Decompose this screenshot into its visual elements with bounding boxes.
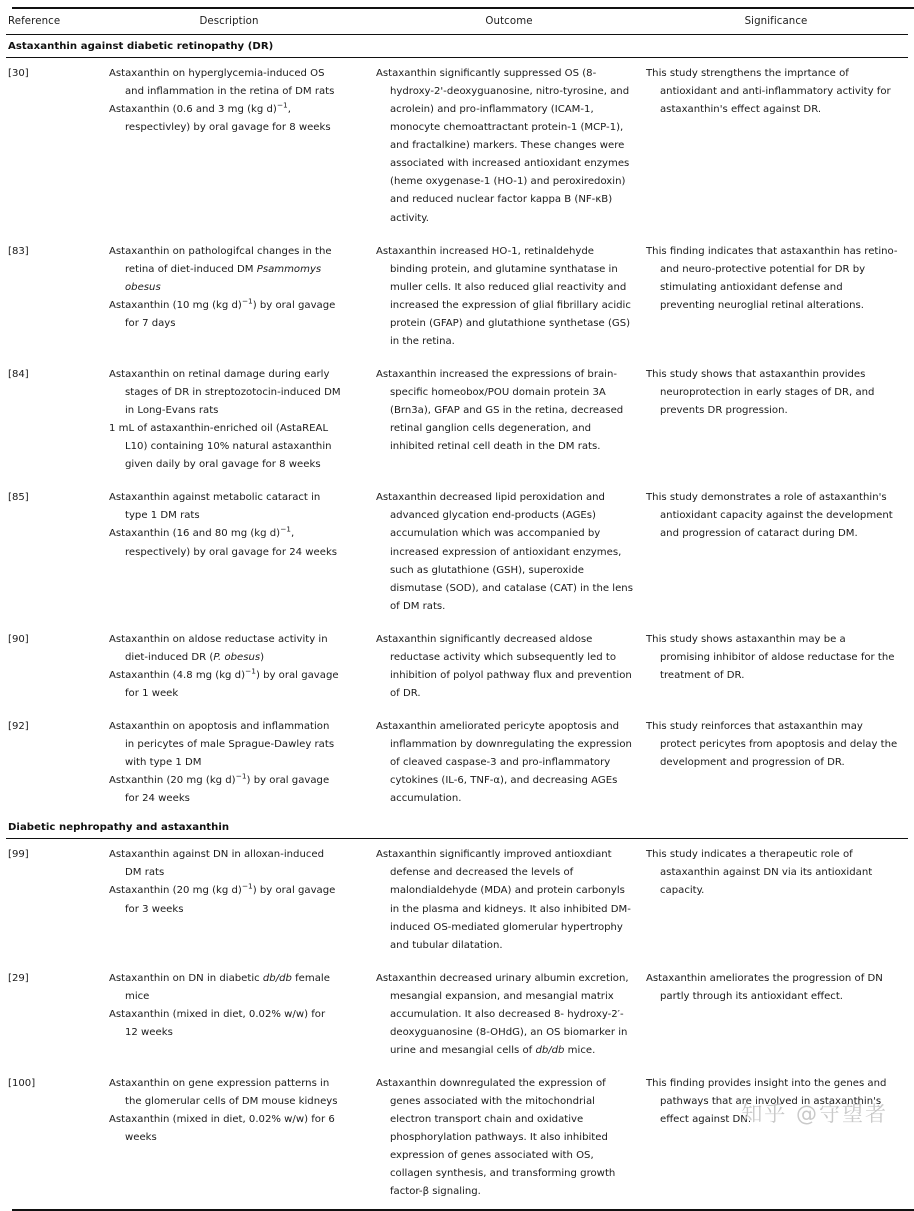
cell-description xyxy=(84,624,374,711)
cell-outcome xyxy=(374,482,644,623)
cell-significance xyxy=(644,711,908,816)
significance-text: This finding provides insight into the genes and pathways that are involved in astaxanthin's effect against DN. xyxy=(646,1078,887,1126)
significance-text: This study strengthens the imprtance of antioxidant and anti-inflammatory activity for astaxanthin's effect against DR. xyxy=(646,68,891,116)
watermark: 知乎 @守望者 xyxy=(741,1102,888,1126)
cell-outcome xyxy=(374,839,644,963)
cell-outcome xyxy=(374,359,644,482)
description-line: Astaxanthin (20 mg (kg d)$^{-1}$) by oral gavage for 3 weeks xyxy=(109,882,336,915)
description-line: Astaxanthin against DN in alloxan-induced DM rats xyxy=(109,849,325,879)
description-line: Astaxanthin (16 and 80 mg (kg d)$^{-1}$, respectively) by oral gavage for 24 weeks xyxy=(109,525,338,558)
outcome-text: Astaxanthin downregulated the expression of genes associated with the mitochondrial electron transport chain and oxidative phosphorylation pathways. It also inhibited expression of genes associated with OS, collagen synthesis, and transforming growth factor-β signaling. xyxy=(376,1078,616,1198)
description-line: Astaxanthin on pathologifcal changes in the retina of diet-induced DM Psammomys obesus xyxy=(109,245,332,293)
cell-significance xyxy=(644,624,908,711)
cell-reference: [92] xyxy=(8,721,29,732)
cell-reference: [29] xyxy=(8,972,29,984)
cell-description xyxy=(84,58,374,236)
cell-outcome xyxy=(374,711,644,816)
cell-reference: [99] xyxy=(8,849,29,861)
column-header-significance: Significance xyxy=(644,9,908,35)
description-line: Astaxanthin on retinal damage during early stages of DR in streptozotocin-induced DM in Long-Evans rats xyxy=(109,368,341,417)
column-header-outcome: Outcome xyxy=(374,9,644,35)
cell-reference: [84] xyxy=(8,368,29,380)
cell-outcome xyxy=(374,1068,644,1209)
outcome-text: Astaxanthin increased HO-1, retinaldehyde binding protein, and glutamine synthatase in muller cells. It also reduced glial reactivity and increased the expression of glial fibrillary acidic protein (GFAP) and glutathione synthetase (GS) in the retina. xyxy=(376,245,631,347)
outcome-text: Astaxanthin significantly suppressed OS (8-hydroxy-2'-deoxyguanosine, nitro-tyrosine, and acrolein) and pro-inflammatory (ICAM-1, monocyte chemoattractant protein-1 (MCP-1), and fractalkine) markers. These changes were associated with increased antioxidant enzymes (heme oxygenase-1 (HO-1) and peroxiredoxin) and reduced nuclear factor kappa B (NF-κB) activity. xyxy=(376,68,630,224)
significance-text: This study shows astaxanthin may be a promising inhibitor of aldose reductase for the treatment of DR. xyxy=(646,633,895,681)
cell-outcome xyxy=(374,58,644,236)
outcome-text: Astaxanthin increased the expressions of brain-specific homeobox/POU domain protein 3A (Brn3a), GFAP and GS in the retina, decreased retinal ganglion cells degeneration, and inhibited retinal cell death in the DM rats. xyxy=(376,368,624,453)
cell-outcome xyxy=(374,624,644,711)
table-row xyxy=(6,359,908,482)
description-line: Astaxanthin on DN in diabetic db/db female mice xyxy=(109,972,330,1002)
outcome-text: Astaxanthin ameliorated pericyte apoptosis and inflammation by downregulating the expression of cleaved caspase-3 and pro-inflammatory cytokines (IL-6, TNF-α), and decreasing AGEs accumulation. xyxy=(376,721,632,805)
description-line: Astaxanthin on aldose reductase activity in diet-induced DR (P. obesus) xyxy=(109,633,328,663)
cell-significance xyxy=(644,482,908,623)
cell-description xyxy=(84,963,374,1068)
section-heading-row xyxy=(6,816,908,839)
description-line: Astaxanthin on hyperglycemia-induced OS and inflammation in the retina of DM rats xyxy=(109,68,335,98)
description-line: Astaxanthin (mixed in diet, 0.02% w/w) for 12 weeks xyxy=(109,1008,326,1038)
astaxanthin-diabetes-studies-table xyxy=(6,9,908,1209)
table-row xyxy=(6,482,908,623)
cell-reference: [83] xyxy=(8,245,29,257)
description-line: Astaxanthin (0.6 and 3 mg (kg d)$^{-1}$, respectivley) by oral gavage for 8 weeks xyxy=(109,100,331,134)
significance-text: This study reinforces that astaxanthin may protect pericytes from apoptosis and delay the development and progression of DR. xyxy=(646,721,898,769)
table-row xyxy=(6,236,908,359)
cell-description xyxy=(84,711,374,816)
cell-reference: [30] xyxy=(8,68,29,79)
column-header-reference: Reference xyxy=(6,9,84,35)
description-line: 1 mL of astaxanthin-enriched oil (AstaREAL L10) containing 10% natural astaxanthin given daily by oral gavage for 8 weeks xyxy=(109,423,332,471)
cell-reference: [85] xyxy=(8,492,29,504)
table-row xyxy=(6,711,908,816)
cell-significance xyxy=(644,58,908,236)
significance-text: This study shows that astaxanthin provides neuroprotection in early stages of DR, and prevents DR progression. xyxy=(646,368,875,417)
column-header-description: Description xyxy=(84,9,374,35)
cell-description xyxy=(84,359,374,482)
table-header xyxy=(6,9,908,35)
cell-description xyxy=(84,1068,374,1209)
cell-outcome xyxy=(374,236,644,359)
significance-text: This study indicates a therapeutic role of astaxanthin against DN via its antioxidant capacity. xyxy=(646,849,873,897)
significance-text: This study demonstrates a role of astaxanthin's antioxidant capacity against the development and progression of cataract during DM. xyxy=(646,492,893,540)
description-line: Astaxanthin against metabolic cataract in type 1 DM rats xyxy=(109,492,321,522)
outcome-text: Astaxanthin decreased lipid peroxidation and advanced glycation end-products (AGEs) accumulation which was accompanied by increased expression of antioxidant enzymes, such as glutathione (GSH), superoxide dismutase (SOD), and catalase (CAT) in the lens of DM rats. xyxy=(376,492,633,612)
outcome-text: Astaxanthin significantly improved antioxdiant defense and decreased the levels of malondialdehyde (MDA) and protein carbonyls in the plasma and kidneys. It also inhibited DM-induced OS-mediated glomerular hypertrophy and tubular dilatation. xyxy=(376,849,631,951)
cell-significance xyxy=(644,359,908,482)
table-row xyxy=(6,963,908,1068)
cell-reference: [100] xyxy=(8,1078,36,1089)
cell-significance xyxy=(644,963,908,1068)
cell-outcome xyxy=(374,963,644,1068)
outcome-text: Astaxanthin decreased urinary albumin excretion, mesangial expansion, and mesangial matrix accumulation. It also decreased 8- hydroxy-2′-deoxyguanosine (8-OHdG), an OS biomarker in urine and mesangial cells of db/db mice. xyxy=(376,972,629,1056)
cell-significance xyxy=(644,1068,908,1209)
description-line: Astxanthin (20 mg (kg d)$^{-1}$) by oral gavage for 24 weeks xyxy=(109,771,330,805)
description-line: Astaxanthin (mixed in diet, 0.02% w/w) for 6 weeks xyxy=(109,1114,335,1144)
section-heading-row xyxy=(6,35,908,58)
review-table-container xyxy=(0,7,914,1211)
table-row xyxy=(6,1068,908,1209)
section-heading: Diabetic nephropathy and astaxanthin xyxy=(6,816,908,839)
cell-reference: [90] xyxy=(8,633,29,645)
description-line: Astaxanthin (4.8 mg (kg d)$^{-1}$) by oral gavage for 1 week xyxy=(109,666,339,699)
table-row xyxy=(6,624,908,711)
description-line: Astaxanthin on gene expression patterns in the glomerular cells of DM mouse kidneys xyxy=(109,1078,338,1108)
cell-description xyxy=(84,482,374,623)
table-row xyxy=(6,58,908,236)
cell-significance xyxy=(644,839,908,963)
significance-text: Astaxanthin ameliorates the progression of DN partly through its antioxidant effect. xyxy=(646,972,883,1002)
table-row xyxy=(6,839,908,963)
table-body xyxy=(6,35,908,1210)
significance-text: This finding indicates that astaxanthin has retino- and neuro-protective potential for DR by stimulating antioxidant defense and preventing neuroglial retinal alterations. xyxy=(646,245,898,311)
cell-significance xyxy=(644,236,908,359)
outcome-text: Astaxanthin significantly decreased aldose reductase activity which subsequently led to inhibition of polyol pathway flux and prevention of DR. xyxy=(376,633,632,699)
description-line: Astaxanthin on apoptosis and inflammation in pericytes of male Sprague-Dawley rats with type 1 DM xyxy=(109,721,335,769)
cell-description xyxy=(84,839,374,963)
cell-description xyxy=(84,236,374,359)
description-line: Astaxanthin (10 mg (kg d)$^{-1}$) by oral gavage for 7 days xyxy=(109,296,336,329)
header-row xyxy=(6,9,908,35)
section-heading: Astaxanthin against diabetic retinopathy (DR) xyxy=(6,35,908,58)
